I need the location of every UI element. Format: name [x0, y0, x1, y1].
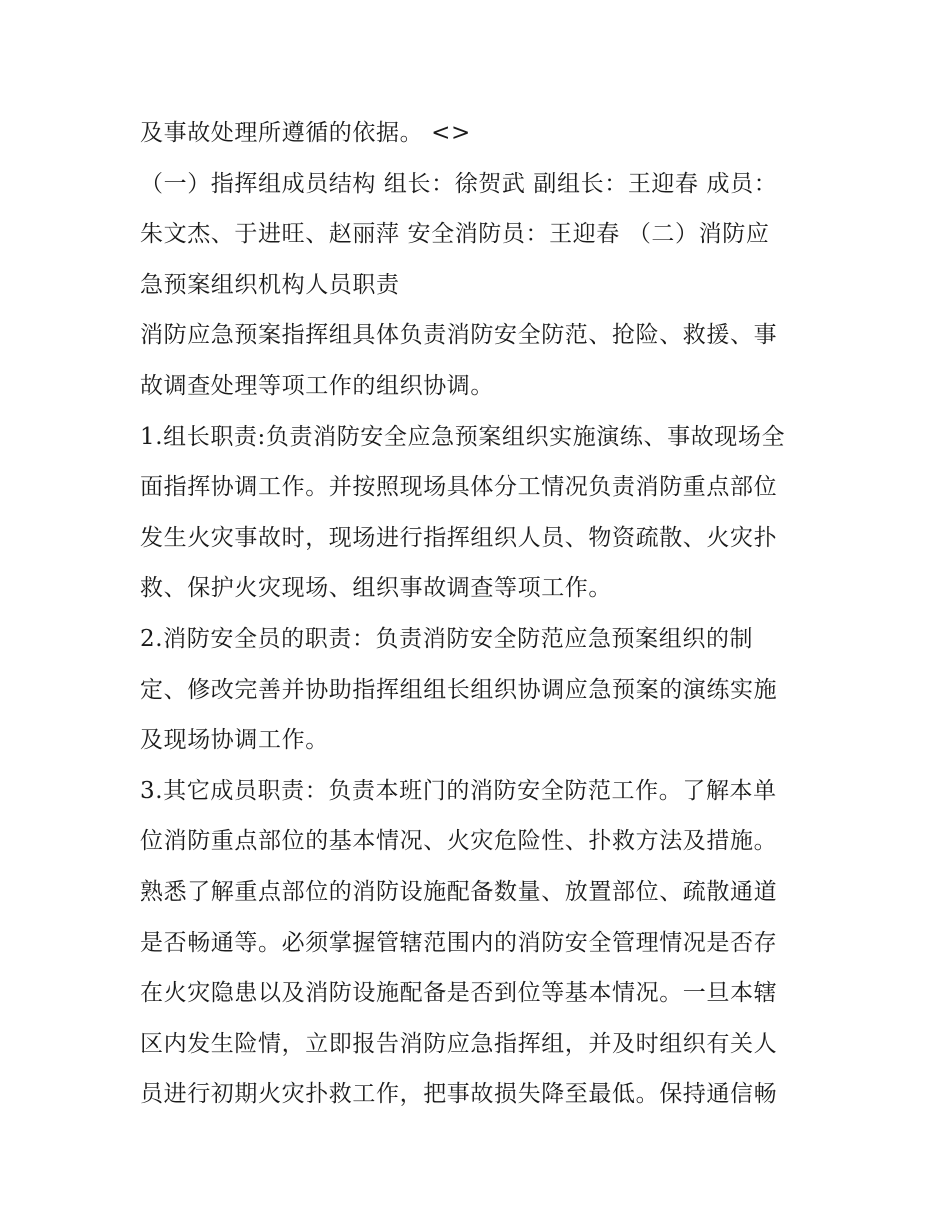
- document-body: [140, 108, 820, 1120]
- text-line: 在火灾隐患以及消防设施配备是否到位等基本情况。一旦本辖: [140, 980, 778, 1007]
- text-line: 定、修改完善并协助指挥组组长组织协调应急预案的演练实施: [140, 676, 778, 703]
- text-line: 员进行初期火灾扑救工作，把事故损失降至最低。保持通信畅: [140, 1081, 778, 1108]
- text-line: 及事故处理所遵循的依据。 <>: [140, 120, 471, 146]
- text-line: 发生火灾事故时，现场进行指挥组织人员、物资疏散、火灾扑: [140, 524, 778, 551]
- text-line: 消防应急预案指挥组具体负责消防安全防范、抢险、救援、事: [140, 322, 778, 349]
- text-line: （一）指挥组成员结构 组长：徐贺武 副组长：王迎春 成员：: [140, 170, 778, 197]
- text-line: 及现场协调工作。: [140, 727, 329, 754]
- text-line: 面指挥协调工作。并按照现场具体分工情况负责消防重点部位: [140, 474, 778, 501]
- text-line: 是否畅通等。必须掌握管辖范围内的消防安全管理情况是否存: [140, 929, 778, 956]
- text-line: 朱文杰、于进旺、赵丽萍 安全消防员：王迎春 （二）消防应: [140, 221, 770, 248]
- text-line: 位消防重点部位的基本情况、火灾危险性、扑救方法及措施。: [140, 828, 778, 855]
- text-line: 故调查处理等项工作的组织协调。: [140, 372, 494, 399]
- text-line: 急预案组织机构人员职责: [140, 271, 400, 298]
- text-line: 熟悉了解重点部位的消防设施配备数量、放置部位、疏散通道: [140, 878, 778, 905]
- text-line: 区内发生险情，立即报告消防应急指挥组，并及时组织有关人: [140, 1030, 778, 1057]
- text-line: 3.其它成员职责：负责本班门的消防安全防范工作。了解本单: [140, 777, 777, 804]
- text-line: 1.组长职责:负责消防安全应急预案组织实施演练、事故现场全: [140, 423, 786, 450]
- text-line: 救、保护火灾现场、组织事故调查等项工作。: [140, 575, 612, 602]
- text-line: 2.消防安全员的职责：负责消防安全防范应急预案组织的制: [140, 625, 754, 652]
